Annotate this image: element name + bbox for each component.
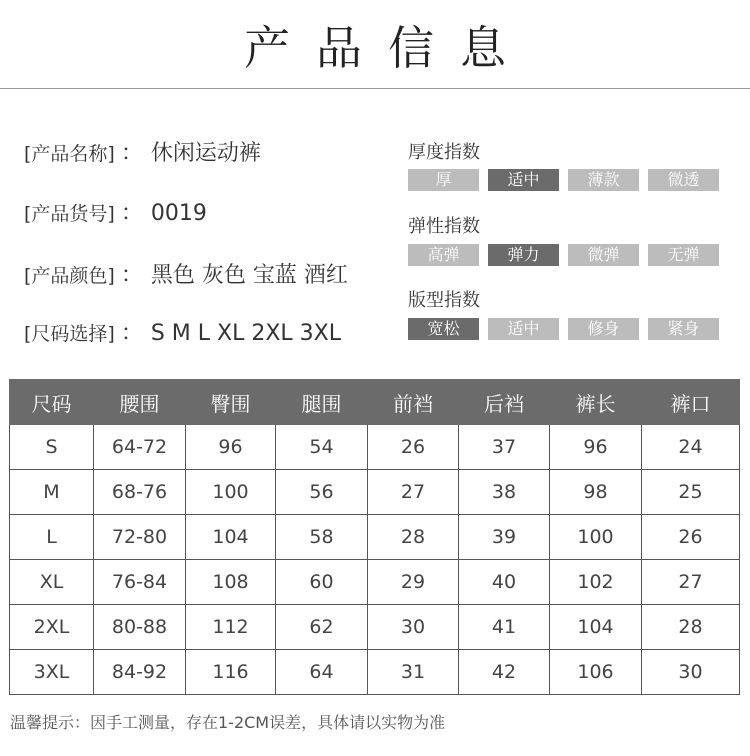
table-cell: 80-88 — [94, 605, 186, 650]
table-cell: 3XL — [10, 650, 94, 695]
info-row-sizes — [24, 316, 341, 347]
table-cell: 104 — [186, 515, 276, 560]
table-cell: 58 — [276, 515, 368, 560]
table-row — [10, 605, 740, 650]
table-cell: 29 — [368, 560, 459, 605]
table-cell: 39 — [459, 515, 550, 560]
table-row — [10, 650, 740, 695]
info-row-sku — [24, 196, 207, 227]
index-option-selected: 宽松 — [408, 318, 479, 340]
index-option-selected: 弹力 — [488, 244, 559, 266]
index-option: 薄款 — [568, 169, 639, 191]
table-cell: 106 — [550, 650, 642, 695]
info-separator: ： — [120, 201, 143, 226]
table-cell: 38 — [459, 470, 550, 515]
index-option: 高弹 — [408, 244, 479, 266]
index-option: 紧身 — [648, 318, 719, 340]
info-label: [产品名称] — [24, 143, 115, 165]
thickness-index-title: 厚度指数 — [408, 142, 480, 163]
index-option: 微透 — [648, 169, 719, 191]
table-cell: 62 — [276, 605, 368, 650]
info-separator: ： — [120, 263, 143, 288]
table-cell: 28 — [368, 515, 459, 560]
table-cell: S — [10, 425, 94, 470]
column-header: 裤长 — [550, 380, 642, 425]
index-option: 微弹 — [568, 244, 639, 266]
table-cell: 68-76 — [94, 470, 186, 515]
table-cell: 28 — [642, 605, 740, 650]
table-cell: 76-84 — [94, 560, 186, 605]
info-label: [尺码选择] — [24, 323, 115, 345]
table-cell: 27 — [642, 560, 740, 605]
table-header-row — [10, 380, 740, 425]
table-cell: 64-72 — [94, 425, 186, 470]
table-cell: 24 — [642, 425, 740, 470]
title-divider — [0, 88, 750, 89]
info-separator: ： — [120, 321, 143, 346]
table-cell: 104 — [550, 605, 642, 650]
table-cell: 26 — [368, 425, 459, 470]
table-row — [10, 560, 740, 605]
info-value: S M L XL 2XL 3XL — [150, 321, 341, 346]
table-cell: 116 — [186, 650, 276, 695]
info-row-name — [24, 136, 261, 167]
column-header: 腰围 — [94, 380, 186, 425]
table-cell: 84-92 — [94, 650, 186, 695]
fit-index-title: 版型指数 — [408, 290, 480, 311]
table-cell: 102 — [550, 560, 642, 605]
table-cell: 25 — [642, 470, 740, 515]
page-title: 产品信息 — [244, 21, 532, 75]
table-cell: 96 — [550, 425, 642, 470]
size-table — [9, 379, 740, 695]
column-header: 腿围 — [276, 380, 368, 425]
index-option-selected: 适中 — [488, 169, 559, 191]
info-separator: ： — [120, 141, 143, 166]
table-cell: 2XL — [10, 605, 94, 650]
table-row — [10, 470, 740, 515]
index-option: 无弹 — [648, 244, 719, 266]
info-label: [产品颜色] — [24, 265, 115, 287]
info-value: 休闲运动裤 — [150, 141, 261, 166]
table-cell: 26 — [642, 515, 740, 560]
index-option: 厚 — [408, 169, 479, 191]
info-label: [产品货号] — [24, 203, 115, 225]
table-row — [10, 425, 740, 470]
table-cell: L — [10, 515, 94, 560]
elasticity-index-title: 弹性指数 — [408, 216, 480, 237]
index-option: 适中 — [488, 318, 559, 340]
column-header: 尺码 — [10, 380, 94, 425]
column-header: 后裆 — [459, 380, 550, 425]
column-header: 裤口 — [642, 380, 740, 425]
table-cell: 31 — [368, 650, 459, 695]
table-cell: 27 — [368, 470, 459, 515]
table-cell: 60 — [276, 560, 368, 605]
info-row-colors — [24, 258, 348, 289]
measurement-note: 温馨提示：因手工测量，存在1-2CM误差，具体请以实物为准 — [10, 713, 446, 732]
table-cell: 100 — [186, 470, 276, 515]
table-cell: 112 — [186, 605, 276, 650]
table-cell: 54 — [276, 425, 368, 470]
table-cell: 40 — [459, 560, 550, 605]
table-cell: 30 — [642, 650, 740, 695]
table-cell: 98 — [550, 470, 642, 515]
table-cell: 37 — [459, 425, 550, 470]
table-cell: 108 — [186, 560, 276, 605]
index-option: 修身 — [568, 318, 639, 340]
table-cell: 64 — [276, 650, 368, 695]
table-cell: 72-80 — [94, 515, 186, 560]
table-cell: 96 — [186, 425, 276, 470]
table-cell: 56 — [276, 470, 368, 515]
table-cell: XL — [10, 560, 94, 605]
table-row — [10, 515, 740, 560]
table-cell: 41 — [459, 605, 550, 650]
info-value: 0019 — [150, 201, 207, 226]
info-value: 黑色 灰色 宝蓝 酒红 — [150, 263, 348, 288]
column-header: 臀围 — [186, 380, 276, 425]
table-cell: 30 — [368, 605, 459, 650]
column-header: 前裆 — [368, 380, 459, 425]
table-cell: 42 — [459, 650, 550, 695]
table-cell: 100 — [550, 515, 642, 560]
table-cell: M — [10, 470, 94, 515]
